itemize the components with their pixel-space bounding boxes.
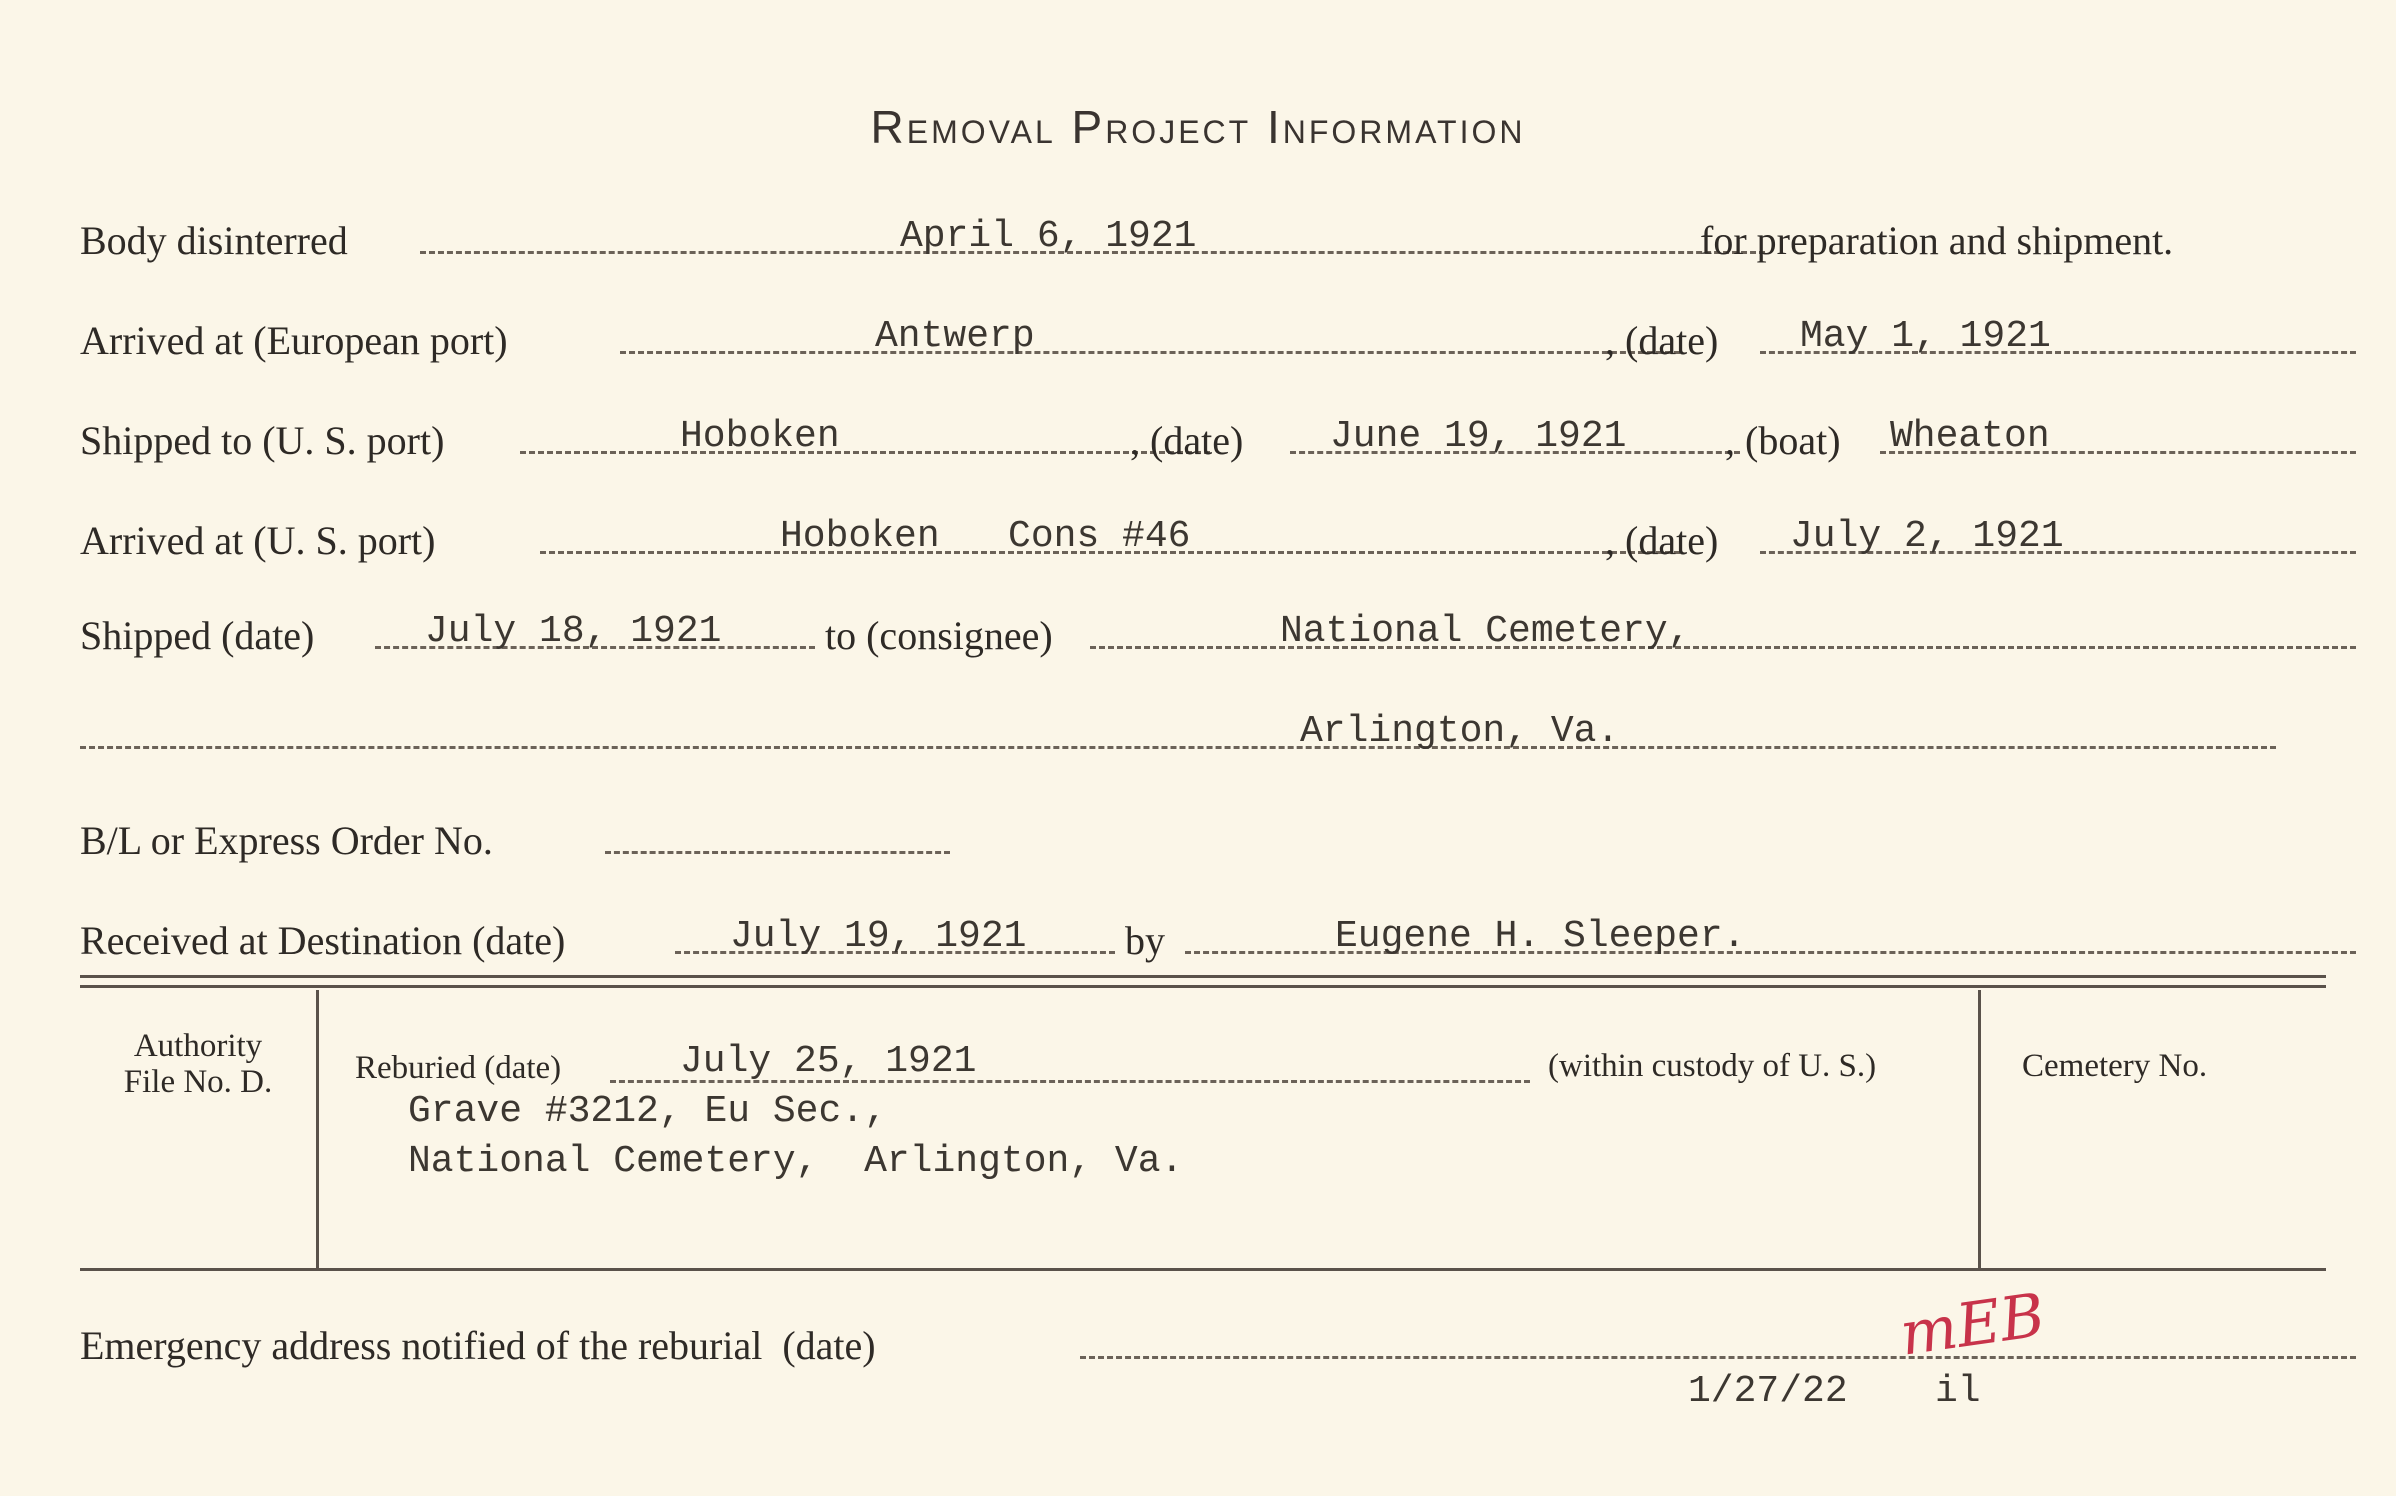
box-top-rule-2 — [80, 985, 2326, 988]
reburied-label: Reburied (date) — [355, 1050, 562, 1086]
grave-line-1: Grave #3212, Eu Sec., — [408, 1090, 887, 1133]
label-shipped: Shipped (date) — [80, 613, 315, 658]
box-top-rule — [80, 975, 2326, 978]
value-disinterred: April 6, 1921 — [900, 215, 1197, 258]
fill-line — [605, 851, 950, 854]
value-arrived-eu: Antwerp — [875, 315, 1035, 358]
box-bottom-rule — [80, 1268, 2326, 1271]
label-date: , (date) — [1605, 518, 1719, 563]
label-date: , (date) — [1605, 318, 1719, 363]
value-date-us: June 19, 1921 — [1330, 415, 1627, 458]
label-shipped-us: Shipped to (U. S. port) — [80, 418, 445, 463]
value-consignee: National Cemetery, — [1280, 610, 1691, 653]
value-boat: Wheaton — [1890, 415, 2050, 458]
value-shipped-us: Hoboken — [680, 415, 840, 458]
row-received — [80, 910, 2326, 970]
value-date-eu: May 1, 1921 — [1800, 315, 2051, 358]
file-no-text: File No. D. — [123, 1064, 273, 1100]
value-consignee2: Arlington, Va. — [1300, 710, 1620, 753]
cemetery-no-label: Cemetery No. — [2022, 1048, 2208, 1084]
value-received-by: Eugene H. Sleeper. — [1335, 915, 1746, 958]
fill-line — [520, 451, 1210, 454]
row-bl — [80, 810, 2326, 870]
label-emergency: Emergency address notified of the reburial (date) — [80, 1323, 876, 1368]
card-title: Removal Project Information — [870, 101, 1526, 153]
authority-label — [80, 1028, 316, 1100]
label-suffix: for preparation and shipment. — [1700, 218, 2174, 263]
value-arrived-us: Hoboken Cons #46 — [780, 515, 1191, 558]
value-reburied: July 25, 1921 — [680, 1040, 977, 1083]
custody-label: (within custody of U. S.) — [1548, 1048, 1877, 1084]
row-shipped — [80, 605, 2326, 665]
label-arrived-eu: Arrived at (European port) — [80, 318, 508, 363]
authority-text: Authority — [133, 1028, 263, 1064]
fill-line — [1080, 1356, 2356, 1359]
fill-line — [80, 746, 2276, 749]
value-shipped: July 18, 1921 — [425, 610, 722, 653]
value-date-arrived: July 2, 1921 — [1790, 515, 2064, 558]
row-disinterred — [80, 210, 2326, 270]
label-boat: , (boat) — [1725, 418, 1841, 463]
row-consignee-cont — [80, 705, 2326, 765]
row-shipped-us — [80, 410, 2326, 470]
label-bl: B/L or Express Order No. — [80, 818, 493, 863]
label-received: Received at Destination (date) — [80, 918, 566, 963]
box-divider-left — [316, 990, 319, 1268]
row-arrived-us — [80, 510, 2326, 570]
value-received: July 19, 1921 — [730, 915, 1027, 958]
value-emergency-date: 1/27/22 — [1688, 1370, 1848, 1413]
initials-signature: mEB — [1895, 1280, 2049, 1370]
grave-line-2: National Cemetery, Arlington, Va. — [408, 1140, 1184, 1183]
value-emergency-note: il — [1935, 1370, 1981, 1413]
label-disinterred: Body disinterred — [80, 218, 348, 263]
label-arrived-us: Arrived at (U. S. port) — [80, 518, 436, 563]
label-by: by — [1125, 918, 1165, 963]
label-date: , (date) — [1130, 418, 1244, 463]
box-divider-right — [1978, 990, 1981, 1268]
fill-line — [620, 351, 1680, 354]
row-arrived-eu — [80, 310, 2326, 370]
label-consignee: to (consignee) — [825, 613, 1053, 658]
